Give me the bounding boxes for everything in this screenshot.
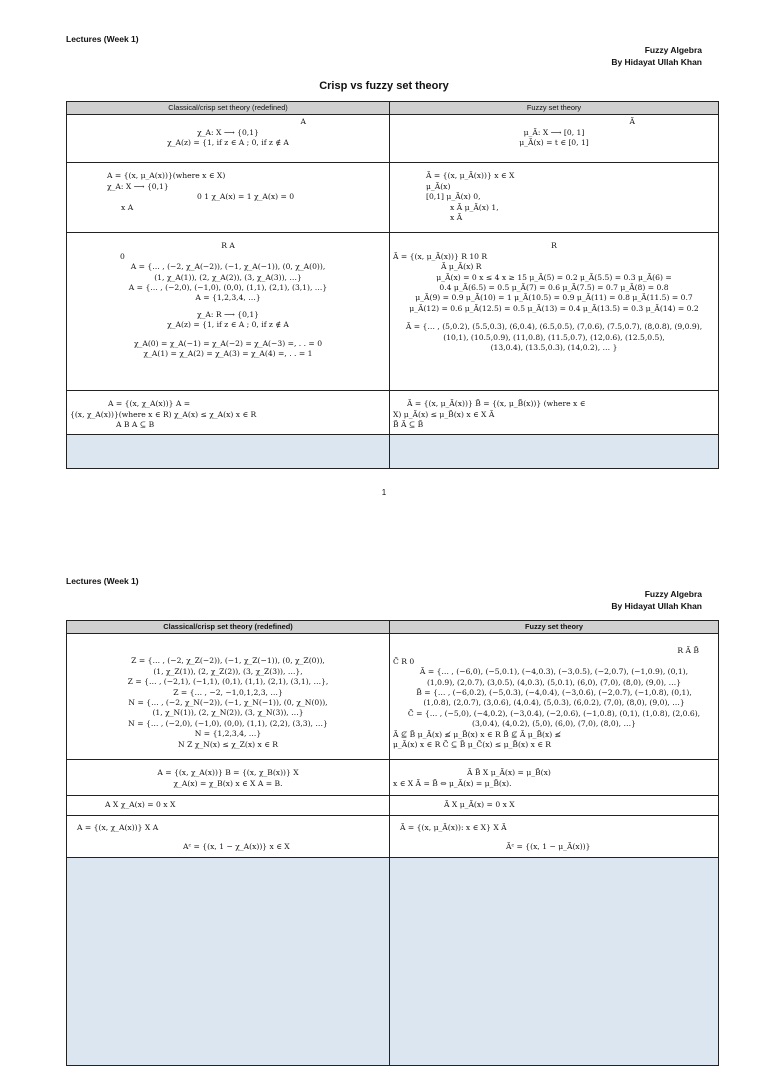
text-line: (3,0.4), (4,0.2), (5,0), (6,0), (7,0), (8,0), …} <box>472 719 636 729</box>
table-cell <box>67 760 390 796</box>
text-line: Ã μ_Ã(x) R <box>441 262 482 272</box>
text-line: χ_A: R ⟶ {0,1} <box>196 309 260 319</box>
text-line: A X χ_A(x) = 0 x X <box>105 800 176 810</box>
text-line: B̃ Ã ⊆ B̃ <box>393 420 424 430</box>
header-right <box>611 588 702 612</box>
empty-cell <box>67 858 390 1066</box>
table-cell <box>67 816 390 858</box>
text-line: μ_Ã: X ⟶ [0, 1] <box>523 127 585 137</box>
text-line: Ã B̃ X μ_Ã(x) = μ_B̃(x) <box>467 768 551 778</box>
course-name: Fuzzy Algebra <box>644 45 702 55</box>
text-line: x Ã μ_Ã(x) 1, <box>450 202 499 212</box>
text-line: B̃ = {… , (−6,0.2), (−5,0.3), (−4,0.4), (−3,0.6), (−2,0.7), (−1,0.8), (0,1), <box>416 688 692 698</box>
page-2 <box>0 540 768 1052</box>
text-line: μ_Ã(9) = 0.9 μ_Ã(10) = 1 μ_Ã(10.5) = 0.9 μ_Ã(11) = 0.8 μ_Ã(11.5) = 0.7 <box>415 293 693 303</box>
text-line: A = {(x, χ_A(x))} A = <box>108 399 191 409</box>
text-line: R Ã B̃ <box>677 646 699 656</box>
text-line: χ_A: X ⟶ {0,1} <box>107 181 169 191</box>
text-line: A <box>300 117 306 127</box>
table-cell <box>67 163 390 233</box>
author-name: By Hidayat Ullah Khan <box>611 57 702 67</box>
text-line: 0 1 χ_A(x) = 1 χ_A(x) = 0 <box>197 192 295 202</box>
table-cell <box>390 816 719 858</box>
table-cell <box>390 233 719 391</box>
column-header-fuzzy: Fuzzy set theory <box>390 102 719 115</box>
text-line: 0.4 μ_Ã(6.5) = 0.5 μ_Ã(7) = 0.6 μ_Ã(7.5) = 0.7 μ_Ã(8) = 0.8 <box>439 283 669 293</box>
text-line: R <box>551 241 557 251</box>
text-line: Ã <box>629 117 635 127</box>
text-line: {(x, χ_A(x))}(where x ∈ R) χ_A(x) ≤ χ_A(x) x ∈ R <box>70 409 257 419</box>
text-line: C̃ R 0 <box>393 656 415 666</box>
table-cell <box>390 796 719 816</box>
text-line: [0,1] μ_Ã(x) 0, <box>426 192 481 202</box>
table-cell <box>67 391 390 435</box>
text-line: χ_A(0) = χ_A(−1) = χ_A(−2) = χ_A(−3) =, . . = 0 <box>133 338 323 348</box>
text-line: A B A ⊆ B <box>116 420 155 430</box>
text-line: Ã = {(x, μ_Ã(x))} x ∈ X <box>426 171 515 181</box>
text-line: μ_Ã(12) = 0.6 μ_Ã(12.5) = 0.5 μ_Ã(13) = 0.4 μ_Ã(13.5) = 0.3 μ_Ã(14) = 0.2 <box>409 303 699 313</box>
text-line: A = {… , (−2,0), (−1,0), (0,0), (1,1), (2,1), (3,1), …} <box>128 283 328 293</box>
text-line: (10,1), (10.5,0.9), (11,0.8), (11.5,0.7), (12,0.6), (12.5,0.5), <box>443 332 665 342</box>
comparison-table-1 <box>66 101 719 469</box>
text-line: Ã ⊈ B̃ μ_Ã(x) ≰ μ_B̃(x) x ∈ R B̃ ⊈ Ã μ_B̃(x) ≰ <box>393 729 562 739</box>
text-line: (1, χ_A(1)), (2, χ_A(2)), (3, χ_A(3)), …} <box>154 272 302 282</box>
text-line: μ_Ã(x) x ∈ R C̃ ⊆ B̃ μ_C̃(x) ≤ μ_B̃(x) x ∈ R <box>393 740 552 750</box>
column-header-crisp: Classical/crisp set theory (redefined) <box>67 102 390 115</box>
table-cell <box>67 634 390 760</box>
text-line: (1, χ_Z(1)), (2, χ_Z(2)), (3, χ_Z(3)), …}, <box>153 666 303 676</box>
text-line: χ_A(z) = {1, if z ∈ A ; 0, if z ∉ A <box>167 320 289 330</box>
text-line: Ã = {(x, μ_Ã(x))} B̃ = {(x, μ_B̃(x))} (where x ∈ <box>407 399 586 409</box>
text-line: C̃ = {… , (−5,0), (−4,0.2), (−3,0.4), (−2,0.6), (−1,0.8), (0,1), (1,0.8), (2,0.6), <box>407 708 701 718</box>
text-line: A = {(x, χ_A(x))} B = {(x, χ_B(x))} X <box>157 768 299 778</box>
table-cell <box>390 391 719 435</box>
text-line: (1, χ_N(1)), (2, χ_N(2)), (3, χ_N(3)), …} <box>152 708 304 718</box>
text-line: μ_Ã(x) = t ∈ [0, 1] <box>519 138 589 148</box>
text-line: Ã = {(x, μ_Ã(x))} R 10 R <box>393 251 488 261</box>
text-line: x A <box>121 202 134 212</box>
text-line: A = {(x, χ_A(x))} X A <box>77 823 159 833</box>
text-line: χ_A(x) = χ_B(x) x ∈ X A = B. <box>173 778 283 788</box>
text-line: x Ã <box>450 213 463 223</box>
text-line: χ_A: X ⟶ {0,1} <box>197 127 259 137</box>
page-title: Crisp vs fuzzy set theory <box>319 80 449 92</box>
table-cell <box>390 115 719 163</box>
text-line: N = {… , (−2, χ_N(−2)), (−1, χ_N(−1)), (0, χ_N(0)), <box>128 698 328 708</box>
text-line: Aᶜ = {(x, 1 − χ_A(x))} x ∈ X <box>183 841 290 851</box>
text-line: x ∈ X Ã = B̃ ⇔ μ_Ã(x) = μ_B̃(x). <box>393 778 512 788</box>
text-line: (13,0.4), (13.5,0.3), (14,0.2), … } <box>490 343 618 353</box>
text-line: N = {1,2,3,4, …} <box>194 729 262 739</box>
table-cell <box>390 163 719 233</box>
text-line: A = {… , (−2, χ_A(−2)), (−1, χ_A(−1)), (0, χ_A(0)), <box>130 262 326 272</box>
empty-cell <box>67 435 390 469</box>
text-line: μ_Ã(x) <box>426 181 451 191</box>
text-line: Ã = {… , (5,0.2), (5.5,0.3), (6,0.4), (6.5,0.5), (7,0.6), (7.5,0.7), (8,0.8), (9,0.9), <box>405 322 703 332</box>
page-number: 1 <box>381 488 387 497</box>
author-name: By Hidayat Ullah Khan <box>611 601 702 611</box>
table-cell <box>390 760 719 796</box>
column-header-fuzzy: Fuzzy set theory <box>390 621 719 634</box>
table-cell <box>390 634 719 760</box>
text-line: 0 <box>120 251 125 261</box>
text-line: N = {… , (−2,0), (−1,0), (0,0), (1,1), (2,2), (3,3), …} <box>128 718 328 728</box>
empty-cell <box>390 435 719 469</box>
header-right <box>611 44 702 68</box>
text-line: (1,0.9), (2,0.7), (3,0.5), (4,0.3), (5,0.1), (6,0), (7,0), (8,0), (9,0), …} <box>426 677 682 687</box>
text-line: Z = {… , −2, −1,0,1,2,3, …} <box>173 687 283 697</box>
header-left: Lectures (Week 1) <box>66 576 139 586</box>
text-line: Ã X μ_Ã(x) = 0 x X <box>444 800 515 810</box>
header-left: Lectures (Week 1) <box>66 34 139 44</box>
text-line: Z = {… , (−2,1), (−1,1), (0,1), (1,1), (2,1), (3,1), …}, <box>127 677 329 687</box>
text-line: χ_A(1) = χ_A(2) = χ_A(3) = χ_A(4) =, . . = 1 <box>143 349 313 359</box>
text-line: Ã = {(x, μ_Ã(x)): x ∈ X} X Ã <box>400 823 507 833</box>
text-line: χ_A(z) = {1, if z ∈ A ; 0, if z ∉ A <box>167 138 289 148</box>
table-cell <box>67 233 390 391</box>
table-cell <box>67 796 390 816</box>
table-cell <box>67 115 390 163</box>
text-line: Z = {… , (−2, χ_Z(−2)), (−1, χ_Z(−1)), (0, χ_Z(0)), <box>131 656 325 666</box>
text-line: Ãᶜ = {(x, 1 − μ_Ã(x))} <box>506 841 591 851</box>
text-line: X) μ_Ã(x) ≤ μ_B̃(x) x ∈ X Ã <box>393 409 495 419</box>
text-line: (1,0.8), (2,0.7), (3,0.6), (4,0.4), (5,0.3), (6,0.2), (7,0), (8,0), (9,0), …} <box>423 698 685 708</box>
text-line: R A <box>221 241 235 251</box>
course-name: Fuzzy Algebra <box>644 589 702 599</box>
column-header-crisp: Classical/crisp set theory (redefined) <box>67 621 390 634</box>
empty-cell <box>390 858 719 1066</box>
text-line: A = {(x, μ_A(x))}(where x ∈ X) <box>107 171 226 181</box>
text-line: μ_Ã(x) = 0 x ≤ 4 x ≥ 15 μ_Ã(5) = 0.2 μ_Ã(5.5) = 0.3 μ_Ã(6) = <box>436 272 672 282</box>
comparison-table-2 <box>66 620 719 1066</box>
text-line: Ã = {… , (−6,0), (−5,0.1), (−4,0.3), (−3,0.5), (−2,0.7), (−1,0.9), (0,1), <box>419 667 689 677</box>
text-line: N Z χ_N(x) ≤ χ_Z(x) x ∈ R <box>178 739 278 749</box>
text-line: A = {1,2,3,4, …} <box>195 293 261 303</box>
page-1 <box>0 0 768 512</box>
